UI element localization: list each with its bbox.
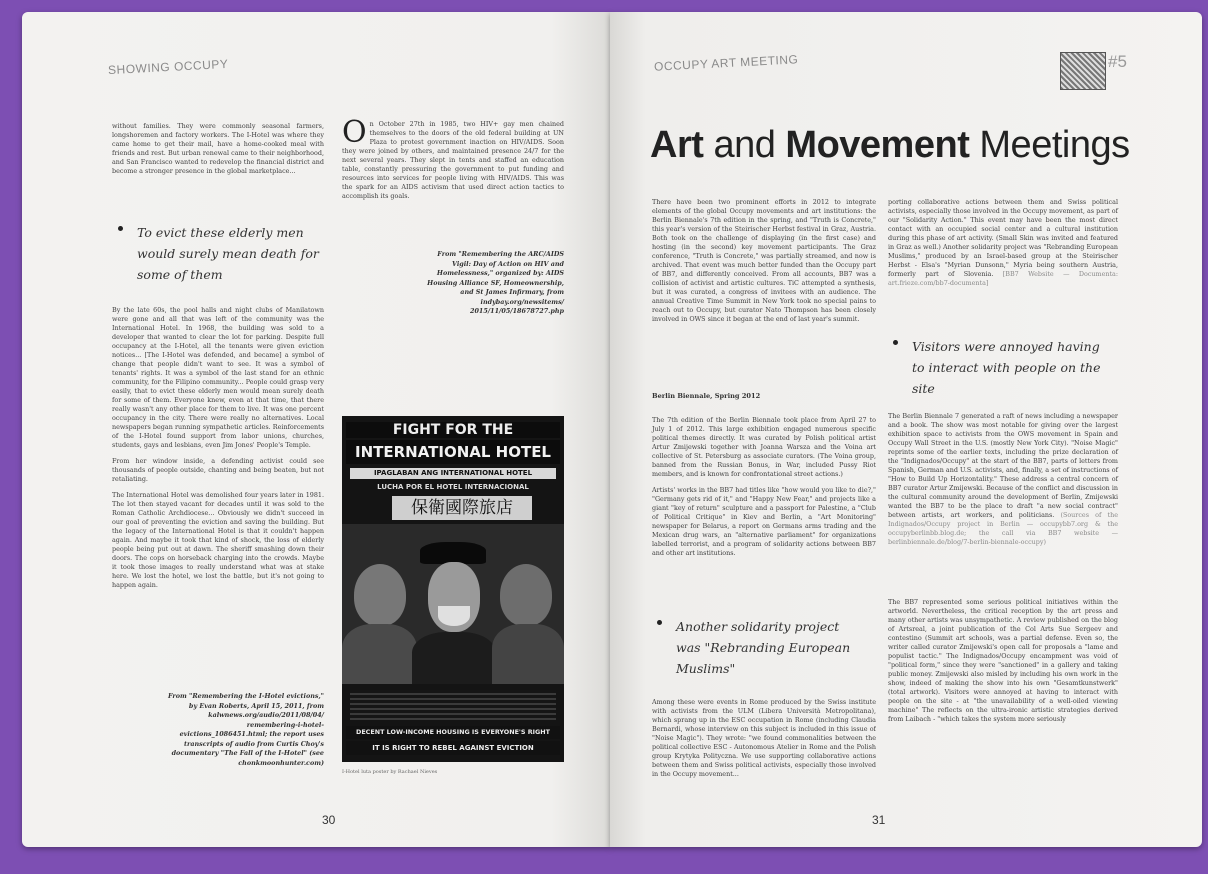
pull-quote-text: To evict these elderly men would surely mean death for some of them (137, 225, 319, 282)
poster-beard (438, 606, 470, 626)
paragraph-text: porting collaborative actions between them and Swiss political activists, especially those involved in the Occupy movement, as part of our "Solidarity Action." This event may have been the most direct contact with an occupied social center and a cultural institution during this phase of art activity. (Small Skin was invited and featured in Graz as well.) Another solidarity project was "Rebranding European Muslims," produced by an Israel-based group at the Steirischer Herbst - Elsa's "Myrian Dunsonn," Myria being southern Austria, formerly part of Slovenia. (888, 198, 1118, 278)
title-word-and: and (713, 124, 776, 166)
poster-line-4: LUCHA POR EL HOTEL INTERNACIONAL (377, 483, 529, 491)
poster-hat (420, 542, 486, 564)
paragraph (888, 412, 1118, 547)
bullet-icon (118, 226, 123, 231)
poster-body-right (492, 624, 564, 684)
paragraph (888, 198, 1118, 288)
paragraph: n October 27th in 1985, two HIV+ gay men chained themselves to the doors of the old federal building at UN Plaza to protest government inaction on HIV/AIDS. Soon they were joined by others, and maintained presence 24/7 for the next several years. They slept in tents and staffed an education table, constantly pressuring the government to put funding and resources into services for people living with HIV/AIDS. This was the spark for an AIDS activism that used direct action tactics to accomplish its goals. (342, 120, 564, 200)
bullet-icon (893, 340, 898, 345)
issue-number: #5 (1108, 52, 1127, 71)
title-word-meetings: Meetings (979, 124, 1130, 166)
poster-line-1: FIGHT FOR THE (346, 422, 560, 438)
title-word-art: Art (650, 124, 704, 166)
poster-line-2: INTERNATIONAL HOTEL (346, 440, 560, 464)
paragraph: Among these were events in Rome produced by the Swiss institute with activists from the ULM (Libera Università Metropolitana), which sprang up in the ESC occupation in Rome (including Claudia Bernardi, whose interview on this subject is included in this issue of "Noise Magic"). They wrote: "we found commonalities between the political collective ESC - Autonomous Atelier in Rome and the Polish group Krytyka Polityczna. We use supporting collaborative actions between them and Swiss political activists, especially those involved in the Occupy movement... (652, 698, 876, 778)
pull-quote-text: Another solidarity project was "Rebranding European Muslims" (676, 619, 851, 676)
paragraph: The 7th edition of the Berlin Biennale took place from April 27 to July 1 of 2012. This large exhibition engaged numerous specific political themes directly. It was curated by Polish political artist Artur Zmijewski together with Joanna Warsza and the Voina art collective of St. Petersburg as associate curators. (The Voina group, banned from the Russian Bonus, in War, included Pussy Riot members, and is known for confrontational street actions.) (652, 416, 876, 478)
source-citation-1: From "Remembering the I-Hotel evictions," by Evan Roberts, April 15, 2011, from kalwnews.org/audio/2011/08/04/ remembering-i-hotel-evictions_1086451.html; the report uses transcripts of audio from Curtis Choy's documentary "The Fall of the I-Hotel" (see chonkmoonhunter.com) (167, 692, 324, 767)
poster-image (342, 416, 564, 762)
right-page (610, 12, 1202, 847)
drop-cap: O (342, 115, 367, 150)
magazine-spread (22, 12, 1202, 847)
paragraph: From her window inside, a defending activist could see thousands of people outside, chanting and being beaten, but not retaliating. (112, 457, 324, 483)
title-word-movement: Movement (785, 124, 970, 166)
running-head-right: OCCUPY ART MEETING (653, 52, 799, 74)
poster-face-right (500, 564, 552, 626)
pull-quote-3 (912, 336, 1102, 399)
poster-bottom-line-1: DECENT LOW-INCOME HOUSING IS EVERYONE'S RIGHT (346, 726, 560, 739)
running-head-left: SHOWING OCCUPY (107, 56, 229, 78)
paragraph: The BB7 represented some serious political initiatives within the artworld. Nevertheless, the critical reception by the art press and many other artists was unsympathetic. A review published on the blog of Artsreal, a joint publication of the Col Arts Sue Sergeev and contestino (Summit art schools, was a partial defense. Even so, the writer called curator Zmijewski's open call for proposals a "lame and populist tactic." The Indignados/Occupy encampment was void of "political form," since they were "sanctioned" in a gallery and taking public money. Zmijewski also misled by including his own work in the show, indeed of making the show into his own "Gesamtkunstwerk" (total artwork). Visitors were annoyed at having to interact with people on the site - at "the unavailability of a well-oiled viewing machine" The reflects on the ultra-ironic artistic strategies derived from Laibach - "which takes the system more seriously (888, 598, 1118, 723)
pull-quote-2 (676, 616, 866, 679)
left-col2-top (342, 115, 564, 201)
right-col1-body (652, 416, 876, 565)
poster-fine-print (350, 690, 556, 720)
poster-caption: I-Hotel luta poster by Rachael Nieves (342, 769, 438, 775)
section-heading: Berlin Biennale, Spring 2012 (652, 392, 761, 400)
paragraph-grey-note: (Sources of the Indignados/Occupy project in Berlin — occupybb7.org & the occupyberlinbb.blog.de; the call via BB7 website — berlinbiennale.de/blog/7-berlin-biennale-occupy) (888, 511, 1118, 546)
left-col1-body (112, 306, 324, 597)
poster-illustration (342, 524, 564, 684)
right-col1-bottom (652, 698, 876, 798)
paragraph: There have been two prominent efforts in 2012 to integrate elements of the global Occupy movements and art institutions: the Berlin Biennale's 7th edition in the spring, and "Truth is Concrete," this year's version of the Steirischer Herbst festival in Graz, Austria. Both took on the challenge of displaying (in the first case) and hosting (in the second) key movement participants. The Graz conference, "Truth is Concrete," was partially streamed, and now is archived. That event was much better funded than the Occupy part of BB7, and differently conceived. From all accounts, BB7 was a collision of activist and artistic cultures. TiC attempted a synthesis, but it was curated, a congress of invitees with an audience. The annual Creative Time Summit in New York took no special pains to reach out to Occupy, but curator Nato Thompson has been closely involved in OWS since it began at the end of last year's summit. (652, 198, 876, 323)
right-col2-top (888, 198, 1118, 295)
right-col2-mid (888, 412, 1118, 554)
pull-quote-1 (137, 222, 327, 285)
right-col1-intro (652, 198, 876, 331)
poster-face-left (354, 564, 406, 626)
article-title (650, 124, 1130, 167)
paragraph: By the late 60s, the pool halls and night clubs of Manilatown were gone and all that was left of the community was the International Hotel. In 1968, the building was sold to a developer that wanted to clear the lot for parking. Despite full occupancy at the I-Hotel, all the tenants were given eviction notices... [The I-Hotel was defended, and became] a symbol of change that people didn't want to see. It was a symbol of tenants' rights. It was a symbol of the last stand for an ethnic community, for the Filipino community... People could grasp very easily, that to evict these elderly men would mean surely death for some of them. Everyone knew, even at that time, that there really wasn't any other place for them to live. It was one percent occupancy in the city. There were really no alternatives. Local newspapers began running sympathetic articles. Reinforcements of the I-Hotel found support from labor unions, churches, students, gays and lesbians, even Jim Jones' People's Temple. (112, 306, 324, 449)
magazine-logo-icon (1060, 52, 1106, 90)
pull-quote-text: Visitors were annoyed having to interact with people on the site (912, 339, 1101, 396)
poster-chinese-text: 保衛國際旅店 (392, 496, 532, 520)
paragraph: Artists' works in the BB7 had titles like "how would you like to die?," "Germany gets rid of it," and "Happy New Fear," and projects like a giant "key of return" sculpture and a passport for Palestine, a "Club of Political Critique" in Kiev and Berlin, a "Art Monitoring" newspaper for Belarus, a report on Germans arms trading and the Mexican drug wars, an "alternative parliament" for organizations labelled terrorist, and a program of solidarity actions between BB7 and other art institutions. (652, 486, 876, 557)
right-col2-bottom (888, 598, 1118, 798)
source-citation-2: From "Remembering the ARC/AIDS Vigil: Day of Action on HIV and Homelessness," organized by: AIDS Housing Alliance SF, Homeownership, and St James Infirmary, from indybay.org/newsitems/ 2015/11/05/18678727.php (427, 250, 564, 315)
paragraph: without families. They were commonly seasonal farmers, longshoremen and factory workers. The I-Hotel was where they came home to get their mail, have a home-cooked meal with friends and rest. But urban renewal came to their neighborhood, and San Francisco wanted to redevelop the financial district and become a stronger presence in the global marketplace... (112, 122, 324, 175)
paragraph-grey-note: [BB7 Website — Documenta: art.frieze.com/bb7-documenta] (888, 270, 1119, 287)
poster-line-3: IPAGLABAN ANG INTERNATIONAL HOTEL (350, 468, 556, 479)
poster-bottom-line-2: IT IS RIGHT TO REBEL AGAINST EVICTION (346, 741, 560, 755)
left-col1-top (112, 122, 324, 183)
left-page (22, 12, 610, 847)
page-number-left: 30 (322, 813, 336, 827)
paragraph-text: The Berlin Biennale 7 generated a raft of news including a newspaper and a book. The show was most notable for giving over the largest exhibition space to activists from the OWS movement in Spain and Occupy Wall Street in the U.S. (mostly New York City). "Noise Magic" reprints some of the earlier texts, including the prize declaration of the "Indignados/Occupy" at the start of the BB7, parts of letters from Spanish, German and U.S. activists, and, finally, a set of instructions of "How to Build Up Horizontality." These address a central concern of BB7 curator Artur Zmijewski. Because of the conflict and discussion in the cultural community around the development of Berlin, Zmijewski wanted the BB7 to be the place to draft "a new social contract" between artists, art workers, and politicians. (888, 412, 1118, 519)
bullet-icon (657, 620, 662, 625)
poster-body-left (342, 624, 417, 684)
page-number-right: 31 (872, 813, 886, 827)
poster-body-center (412, 632, 496, 684)
paragraph: The International Hotel was demolished four years later in 1981. The lot then stayed vacant for decades until it was sold to the Roman Catholic Archdiocese... Obviously we didn't succeed in our goal of preventing the eviction and saving the building. But the legacy of the International Hotel is that it couldn't happen again. And maybe it took that kind of shock, the loss of elderly people being put out at dawn. The sheriff smashing down their doors. The cops on horseback charging into the crowds. Maybe it took those images to really understand what was at stake here. We lost the hotel, we lost the battle, but it's not going to happen again. (112, 491, 324, 589)
